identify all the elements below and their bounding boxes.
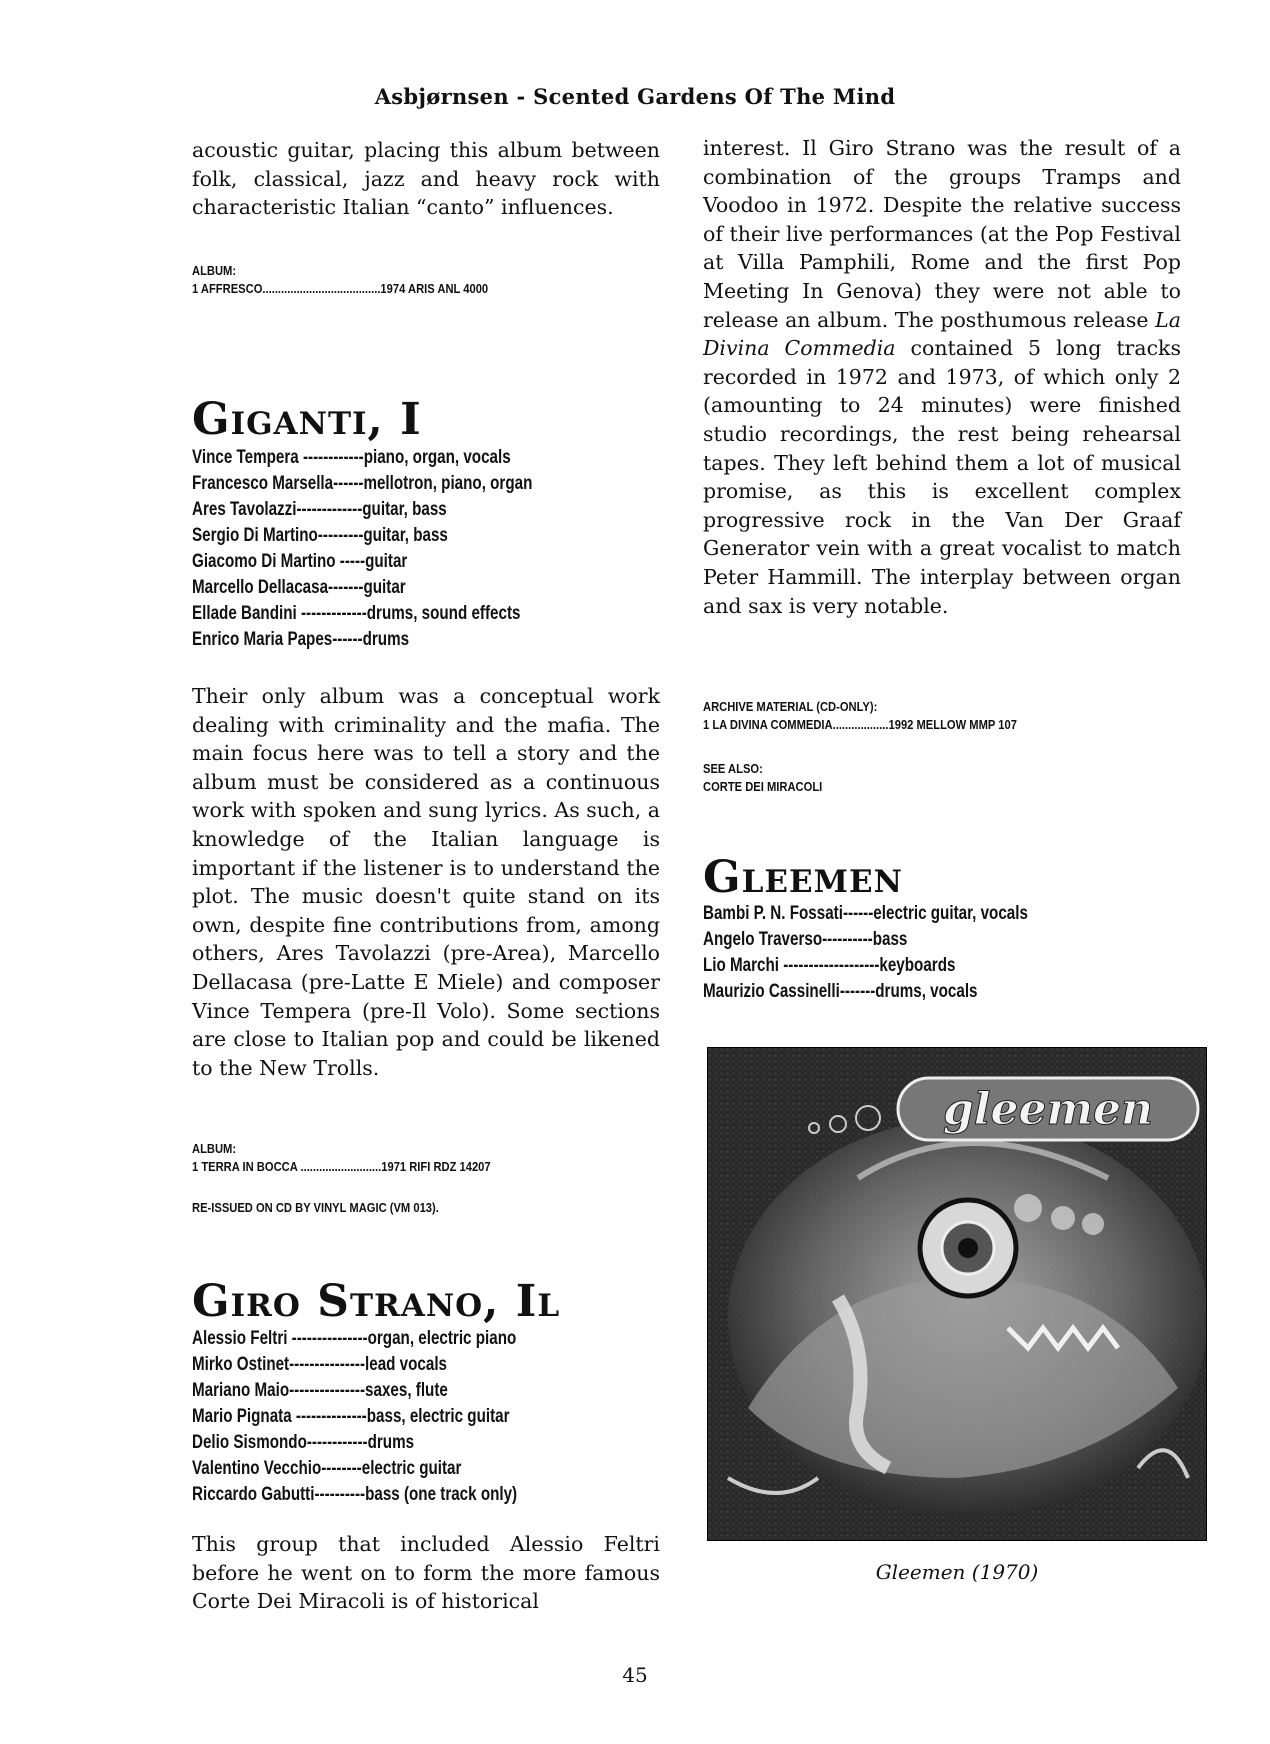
running-header: Asbjørnsen - Scented Gardens Of The Mind: [374, 84, 896, 109]
giganti-album-block: [192, 1140, 539, 1176]
album-label: ALBUM:: [192, 263, 237, 278]
paragraph-text: contained 5 long tracks recorded in 1972 and 1973, of which only 2 (amounting to 24 minutes) were finished studio recordings, the rest being rehearsal tapes. They left behind them a lot of musical promise, as this is excellent complex progressive rock in the Van Der Graaf Generator vein with a great vocalist to match Peter Hammill. The interplay between organ and sax is very notable.: [703, 336, 1182, 618]
see-also-label: SEE ALSO:: [703, 761, 763, 776]
member-line: Enrico Maria Papes------drums: [192, 629, 410, 650]
band-title-giro-strano: Giro Strano, Il: [192, 1276, 561, 1327]
member-line: Bambi P. N. Fossati------electric guitar, vocals: [703, 903, 1028, 924]
giro-strano-paragraph: This group that included Alessio Feltri before he went on to form the more famous Corte Dei Miracoli is of historical: [192, 1532, 660, 1614]
album-label: ALBUM:: [192, 1141, 237, 1156]
album-entry: 1 AFFRESCO......................................1974 ARIS ANL 4000: [192, 281, 489, 296]
archive-entry: 1 LA DIVINA COMMEDIA..................1992 MELLOW MMP 107: [703, 717, 1017, 732]
archive-label: ARCHIVE MATERIAL (CD-ONLY):: [703, 699, 878, 714]
see-also-entry: CORTE DEI MIRACOLI: [703, 779, 823, 794]
member-line: Francesco Marsella------mellotron, piano, organ: [192, 473, 533, 494]
member-line: Vince Tempera ------------piano, organ, vocals: [192, 447, 511, 468]
member-line: Mariano Maio---------------saxes, flute: [192, 1380, 448, 1401]
affresco-album-block: [192, 262, 536, 298]
member-line: Riccardo Gabutti----------bass (one track only): [192, 1484, 518, 1505]
archive-block: [703, 698, 1068, 734]
member-line: Mirko Ostinet---------------lead vocals: [192, 1354, 448, 1375]
giganti-paragraph: Their only album was a conceptual work dealing with criminality and the mafia. The main focus here was to tell a story and the album must be considered as a continuous work with spoken and sung lyrics. As such, a knowledge of the Italian language is important if the listener is to understand the plot. The music doesn't quite stand on its own, despite fine contributions from, among others, Ares Tavolazzi (pre-Area), Marcello Dellacasa (pre-Latte E Miele) and composer Vince Tempera (pre-Il Volo). Some sections are close to Italian pop and could be likened to the New Trolls.: [192, 684, 660, 1080]
gleemen-lineup: [703, 901, 1109, 1005]
member-line: Marcello Dellacasa-------guitar: [192, 577, 406, 598]
member-line: Angelo Traverso----------bass: [703, 929, 908, 950]
paragraph-text: interest. Il Giro Strano was the result of a combination of the groups Tramps and Voodoo in 1972. Despite the relative success of their live performances (at the Pop Festival at Villa Pamphili, Rome and the first Pop Meeting In Genova) they were not able to release an album. The posthumous release: [703, 136, 1181, 332]
page-number: 45: [622, 1663, 648, 1687]
giro-strano-lineup: [192, 1326, 598, 1508]
album-entry: 1 TERRA IN BOCCA ..........................1971 RIFI RDZ 14207: [192, 1159, 491, 1174]
member-line: Giacomo Di Martino -----guitar: [192, 551, 408, 572]
member-line: Mario Pignata --------------bass, electric guitar: [192, 1406, 510, 1427]
member-line: Valentino Vecchio--------electric guitar: [192, 1458, 462, 1479]
reissue-note: RE-ISSUED ON CD BY VINYL MAGIC (VM 013).: [192, 1200, 439, 1215]
see-also-block: [703, 760, 842, 796]
intro-paragraph: acoustic guitar, placing this album between folk, classical, jazz and heavy rock with characteristic Italian “canto” influences.: [192, 138, 660, 220]
member-line: Delio Sismondo------------drums: [192, 1432, 415, 1453]
album-title-italic: La Divina Commedia: [703, 307, 1181, 361]
member-line: Maurizio Cassinelli-------drums, vocals: [703, 981, 978, 1002]
member-line: Sergio Di Martino---------guitar, bass: [192, 525, 448, 546]
cover-caption: Gleemen (1970): [875, 1560, 1039, 1584]
giro-strano-paragraph-continued: [703, 134, 1181, 620]
member-line: Ares Tavolazzi-------------guitar, bass: [192, 499, 447, 520]
giganti-lineup: [192, 445, 617, 653]
cover-logo-text: gleemen: [942, 1084, 1154, 1135]
album-cover-image: [707, 1047, 1207, 1541]
album-cover-art: [708, 1048, 1207, 1541]
band-title-giganti: Giganti, I: [192, 394, 422, 445]
member-line: Lio Marchi -------------------keyboards: [703, 955, 956, 976]
band-title-gleemen: Gleemen: [703, 852, 903, 903]
member-line: Ellade Bandini -------------drums, sound effects: [192, 603, 521, 624]
member-line: Alessio Feltri ---------------organ, electric piano: [192, 1328, 517, 1349]
